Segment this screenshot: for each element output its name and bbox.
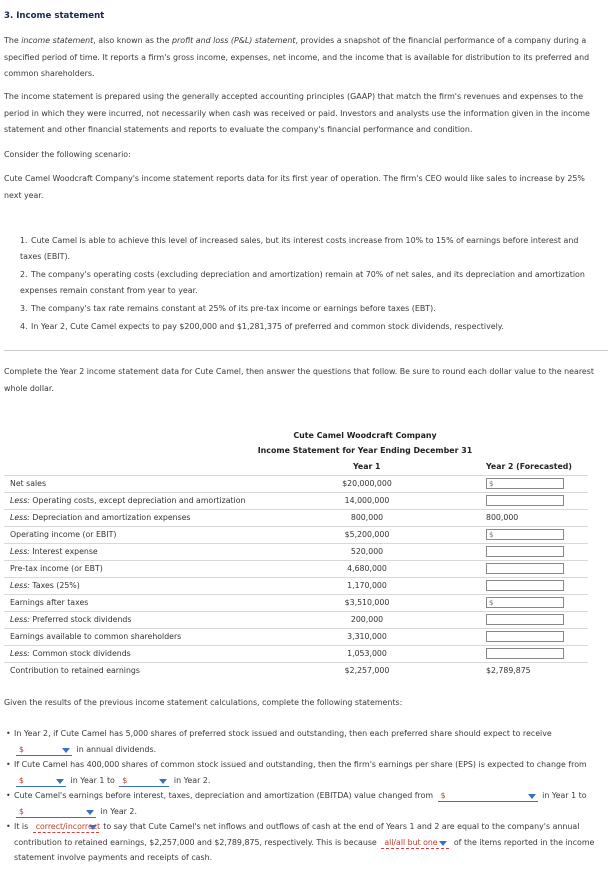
q1-text: in annual dividends.: [76, 744, 157, 754]
year1-value: 14,000,000: [344, 496, 390, 505]
year2-input[interactable]: [486, 648, 564, 659]
item-text: Cute Camel is able to achieve this level of increased sales, but its interest costs increase from 10% to 15% of earnings before interest and taxes (EBIT).: [20, 236, 579, 261]
statement-row: [4, 578, 588, 595]
year1-value: 3,310,000: [347, 632, 387, 641]
statement-row: [4, 476, 588, 493]
intro-paragraph-4: Cute Camel Woodcraft Company's income statement reports data for its first year of operation. The firm's CEO would like sales to increase by 25% next year.: [4, 174, 585, 200]
year1-value: $3,510,000: [344, 598, 390, 607]
q3-text: in Year 2.: [100, 806, 137, 816]
year1-value: 800,000: [350, 513, 384, 522]
scenario-item: [20, 267, 590, 299]
statement-row: [4, 561, 588, 578]
row-label: [10, 547, 98, 556]
intro-paragraph-1: [4, 33, 604, 83]
year1-value: $5,200,000: [344, 530, 390, 539]
year2-input[interactable]: [486, 580, 564, 591]
dropdown-value: $: [19, 744, 24, 754]
chevron-down-icon: [439, 841, 447, 846]
dropdown-value: $: [122, 775, 128, 785]
term-income-statement: income statement: [21, 36, 94, 45]
dropdown-value: $: [19, 775, 24, 785]
row-label: [10, 513, 191, 522]
item-number: 1.: [20, 236, 28, 245]
intro-text: , also known as the: [93, 36, 172, 45]
statement-row: [4, 510, 588, 527]
dropdown-value: $: [440, 791, 446, 800]
q4-text: to say that Cute Camel's net inflows and outflows of cash at the end of Years 1 and 2 are equal to the company's annual contribution to retained earnings, $2,257,000 and $2,789,875, respectively. This is because: [14, 822, 580, 847]
less-prefix: Less:: [10, 615, 30, 624]
less-prefix: Less:: [10, 649, 30, 658]
statement-row: [4, 663, 588, 680]
intro-paragraph-2: The income statement is prepared using the generally accepted accounting principles (GAAP) that match the firm's revenues and expenses to the period in which they were incurred, not necessarily when cash was received or paid. Investors and analysts use the information given in the income statement and other financial statements and reports to evaluate the company's financial performance and condition.: [4, 92, 590, 134]
item-text: The company's operating costs (excluding depreciation and amortization) remain at 70% of net sales, and its depreciation and amortization expenses remain constant from year to year.: [20, 270, 585, 295]
dropdown-value: all/all but one: [384, 837, 438, 847]
statement-row: [4, 646, 588, 663]
row-label: [10, 649, 131, 658]
all-or-all-but-one-dropdown[interactable]: [381, 838, 449, 849]
year2-input[interactable]: [486, 614, 564, 625]
less-prefix: Less:: [10, 496, 30, 505]
less-prefix: Less:: [10, 547, 30, 556]
row-label-text: Operating income (or EBIT): [10, 530, 117, 539]
year1-value: 520,000: [350, 547, 384, 556]
item-number: 4.: [20, 322, 28, 331]
year2-value: 800,000: [486, 513, 519, 522]
year1-value: 1,170,000: [347, 581, 387, 590]
row-label-text: Pre-tax income (or EBT): [10, 564, 103, 573]
questions: [4, 726, 608, 866]
row-label-text: Net sales: [10, 479, 47, 488]
row-label: [10, 666, 140, 675]
statement-row: [4, 544, 588, 561]
question-eps: [4, 757, 608, 788]
statement-row: [4, 629, 588, 646]
section-title: 3. Income statement: [4, 11, 105, 21]
q2-text: in Year 1 to: [70, 775, 115, 785]
year2-input[interactable]: [486, 631, 564, 642]
dropdown-value: $: [19, 806, 24, 816]
q3-text: Cute Camel's earnings before interest, taxes, depreciation and amortization (EBITDA) value changed from: [14, 791, 434, 800]
row-label-text: Depreciation and amortization expenses: [29, 513, 191, 522]
year2-value: $2,789,875: [486, 666, 531, 675]
row-label: [10, 581, 80, 590]
row-label: [10, 598, 88, 607]
scenario-item: [20, 233, 590, 265]
item-text: In Year 2, Cute Camel expects to pay $200,000 and $1,281,375 of preferred and common stock dividends, respectively.: [31, 322, 504, 331]
row-label-text: Earnings after taxes: [10, 598, 89, 607]
statement-row: [4, 612, 588, 629]
less-prefix: Less:: [10, 581, 30, 590]
eps-year1-dropdown[interactable]: [16, 776, 66, 787]
year2-input[interactable]: $: [486, 597, 564, 608]
q2-text: If Cute Camel has 400,000 shares of common stock issued and outstanding, then the firm's earnings per share (EPS) is expected to change from: [14, 760, 587, 769]
scenario-item: [20, 301, 590, 317]
less-prefix: Less:: [10, 513, 30, 522]
year1-value: $20,000,000: [342, 479, 392, 488]
row-label: [10, 496, 245, 505]
ebitda-year2-dropdown[interactable]: [16, 807, 96, 818]
eps-year2-dropdown[interactable]: [119, 776, 169, 787]
given-text: Given the results of the previous income statement calculations, complete the following statements:: [4, 698, 403, 707]
q1-text: In Year 2, if Cute Camel has 5,000 shares of preferred stock issued and outstanding, then each preferred share should expect to receive: [14, 729, 552, 738]
year1-value: $2,257,000: [344, 666, 390, 675]
chevron-down-icon: [528, 794, 536, 799]
preferred-dividend-dropdown[interactable]: [16, 745, 72, 756]
statement-subtitle: Income Statement for Year Ending December 31: [257, 446, 473, 455]
row-label: [10, 530, 116, 539]
q4-text: of the items reported in the income statement involve payments and receipts of cash.: [14, 837, 595, 862]
row-label-text: Preferred stock dividends: [29, 615, 132, 624]
scenario-list: [20, 233, 590, 337]
row-label: [10, 479, 46, 488]
ebitda-year1-dropdown[interactable]: [438, 791, 538, 802]
year1-value: 200,000: [350, 615, 384, 624]
q4-text: It is: [14, 822, 29, 831]
intro-paragraph-3: Consider the following scenario:: [4, 150, 131, 159]
col-year1-header: Year 1: [353, 462, 381, 471]
question-ebitda: [4, 788, 608, 819]
chevron-down-icon: [159, 779, 167, 784]
instructions: Complete the Year 2 income statement data for Cute Camel, then answer the questions that follow. Be sure to round each dollar value to the nearest whole dollar.: [4, 367, 594, 393]
row-label: [10, 564, 103, 573]
year2-input[interactable]: $: [486, 529, 564, 540]
col-year2-header: Year 2 (Forecasted): [486, 462, 572, 471]
dropdown-value: correct/incorrect: [35, 822, 101, 831]
chevron-down-icon: [62, 748, 70, 753]
divider: [4, 350, 608, 351]
statement-row: [4, 493, 588, 510]
item-number: 2.: [20, 270, 28, 279]
year2-input[interactable]: [486, 546, 564, 557]
row-label-text: Common stock dividends: [29, 649, 131, 658]
correct-incorrect-dropdown[interactable]: [33, 822, 99, 833]
row-label: [10, 632, 181, 641]
q2-text: in Year 2.: [173, 775, 211, 785]
intro-text: The: [4, 36, 22, 45]
chevron-down-icon: [86, 810, 94, 815]
item-number: 3.: [20, 304, 28, 313]
year1-value: 4,680,000: [347, 564, 387, 573]
row-label-text: Interest expense: [29, 547, 98, 556]
item-text: The company's tax rate remains constant at 25% of its pre-tax income or earnings before taxes (EBT).: [31, 304, 436, 313]
chevron-down-icon: [89, 825, 97, 830]
year2-input[interactable]: [486, 495, 564, 506]
year2-input[interactable]: [486, 563, 564, 574]
year1-value: 1,053,000: [347, 649, 387, 658]
question-preferred-dividend: [4, 726, 608, 757]
scenario-item: [20, 319, 590, 335]
statement-company: Cute Camel Woodcraft Company: [293, 431, 437, 440]
term-pl-statement: profit and loss (P&L) statement: [172, 36, 296, 45]
row-label-text: Earnings available to common shareholders: [10, 632, 182, 641]
statement-row: [4, 595, 588, 612]
intro-text: , provides a snapshot of the financial performance of a company during a specified period of time. It reports a firm's gross income, expenses, net income, and the income that is available for distribution to its preferred and common shareholders.: [4, 36, 590, 78]
q3-text: in Year 1 to: [542, 791, 587, 800]
row-label-text: Contribution to retained earnings: [10, 666, 140, 675]
question-cash-flows: [4, 819, 608, 866]
row-label-text: Operating costs, except depreciation and amortization: [29, 496, 246, 505]
chevron-down-icon: [56, 779, 64, 784]
year2-input[interactable]: $: [486, 478, 564, 489]
statement-row: [4, 527, 588, 544]
row-label-text: Taxes (25%): [29, 581, 80, 590]
row-label: [10, 615, 131, 624]
